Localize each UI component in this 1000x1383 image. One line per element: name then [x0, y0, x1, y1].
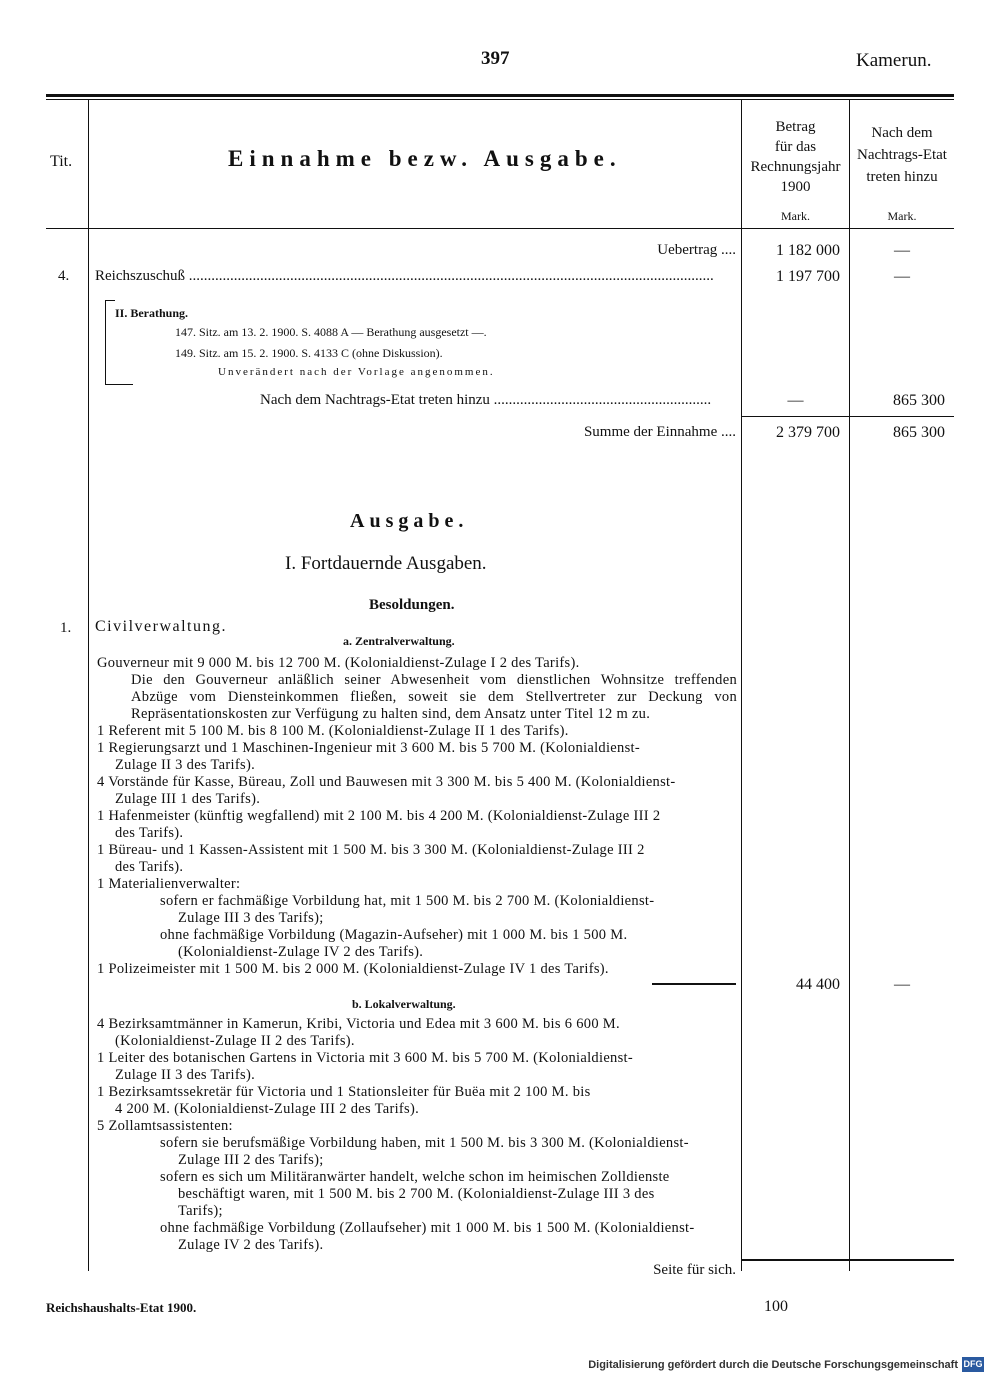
a-line-7: Zulage II 3 des Tarifs). [115, 757, 255, 773]
a-line-19: 1 Polizeimeister mit 1 500 M. bis 2 000 M. (Kolonialdienst-Zulage IV 1 des Tarifs). [97, 961, 609, 977]
nachtrag-line-1: Nach dem [871, 125, 933, 141]
row4-nachtrag: — [894, 268, 910, 285]
a-subtotal-rule [652, 983, 736, 985]
b-line-11: beschäftigt waren, mit 1 500 M. bis 2 700 M. (Kolonialdienst-Zulage III 3 des [178, 1186, 655, 1202]
column-header-nachtrag [850, 122, 954, 188]
credit-line: Digitalisierung gefördert durch die Deutsche Forschungsgemeinschaft [588, 1359, 958, 1371]
b-line-14: Zulage IV 2 des Tarifs). [178, 1237, 324, 1253]
a-line-8: 4 Vorstände für Kasse, Büreau, Zoll und Bauwesen mit 3 300 M. bis 5 400 M. (Kolonialdienst- [97, 774, 676, 790]
uebertrag-nachtrag: — [894, 242, 910, 259]
a-line-15: sofern er fachmäßige Vorbildung hat, mit 1 500 M. bis 2 700 M. (Kolonialdienst- [160, 893, 655, 909]
a-line-1: Gouverneur mit 9 000 M. bis 12 700 M. (Kolonialdienst-Zulage I 2 des Tarifs). [97, 655, 580, 671]
betrag-unit: Mark. [781, 209, 810, 223]
table-bottom-rule [741, 1259, 954, 1261]
beratung-bracket-bottom [105, 384, 133, 385]
a-line-10: 1 Hafenmeister (künftig wegfallend) mit 2 100 M. bis 4 200 M. (Kolonialdienst-Zulage III 2 [97, 808, 661, 824]
column-header-betrag [742, 117, 849, 197]
nachtrag-line-2: Nachtrags-Etat [857, 147, 947, 163]
nachtrag-row-label [260, 392, 736, 409]
nachtrag-row-text: Nach dem Nachtrags-Etat treten hinzu [260, 392, 490, 408]
a-line-2: Die den Gouverneur anläßlich seiner Abwesenheit vom dienstlichen Wohnsitze treffenden [131, 672, 737, 688]
uebertrag-label: Uebertrag .... [657, 242, 736, 258]
b-line-9: Zulage III 2 des Tarifs); [178, 1152, 324, 1168]
summe-value: 2 379 700 [776, 424, 840, 441]
beratung-bracket-vertical [105, 300, 106, 384]
a-line-16: Zulage III 3 des Tarifs); [178, 910, 324, 926]
a-line-17: ohne fachmäßige Vorbildung (Magazin-Aufseher) mit 1 000 M. bis 1 500 M. [160, 927, 628, 943]
column-header-tit: Tit. [50, 153, 73, 170]
b-line-6: 4 200 M. (Kolonialdienst-Zulage III 2 des Tarifs). [115, 1101, 420, 1117]
table-top-rule-2 [46, 99, 954, 100]
nachtrag-row-value: — [787, 392, 804, 409]
beratung-bracket-top [105, 300, 115, 301]
a-title: a. Zentralverwaltung. [343, 634, 455, 648]
column-header-main: Einnahme bezw. Ausgabe. [228, 146, 622, 171]
b-line-3: 1 Leiter des botanischen Gartens in Victoria mit 3 600 M. bis 5 700 M. (Kolonialdienst- [97, 1050, 633, 1066]
dfg-logo-icon: DFG [962, 1357, 984, 1372]
beratung-line-1: 147. Sitz. am 13. 2. 1900. S. 4088 A — Berathung ausgesetzt —. [175, 325, 487, 339]
a-line-5: 1 Referent mit 5 100 M. bis 8 100 M. (Kolonialdienst-Zulage II 1 des Tarifs). [97, 723, 569, 739]
footer-center: 100 [764, 1298, 788, 1315]
uebertrag-value: 1 182 000 [776, 242, 840, 259]
beratung-line-2: 149. Sitz. am 15. 2. 1900. S. 4133 C (ohne Diskussion). [175, 346, 443, 360]
section-title: Kamerun. [856, 50, 932, 71]
summe-nachtrag: 865 300 [893, 424, 945, 441]
a-line-9: Zulage III 1 des Tarifs). [115, 791, 261, 807]
a-line-14: 1 Materialienverwalter: [97, 876, 241, 892]
nachtrag-line-3: treten hinzu [866, 169, 938, 185]
a-line-13: des Tarifs). [115, 859, 184, 875]
summe-label: Summe der Einnahme .... [583, 424, 736, 440]
summe-rule [741, 416, 954, 417]
betrag-line-2: für das [774, 139, 817, 155]
row1-tit: 1. [60, 620, 72, 636]
footer-left: Reichshaushalts-Etat 1900. [46, 1300, 197, 1315]
row1-label: Civilverwaltung. [95, 618, 227, 635]
b-line-4: Zulage II 3 des Tarifs). [115, 1067, 255, 1083]
b-title: b. Lokalverwaltung. [352, 997, 456, 1011]
betrag-line-4: 1900 [780, 179, 811, 195]
b-line-8: sofern sie berufsmäßige Vorbildung haben, mit 1 500 M. bis 3 300 M. (Kolonialdienst- [160, 1135, 689, 1151]
row4-value: 1 197 700 [776, 268, 840, 285]
a-line-12: 1 Büreau- und 1 Kassen-Assistent mit 1 500 M. bis 3 300 M. (Kolonialdienst-Zulage III 2 [97, 842, 645, 858]
seite-label: Seite für sich. [653, 1262, 736, 1278]
a-nachtrag: — [894, 976, 910, 993]
a-line-4: Repräsentationskosten zur Verfügung zu halten sind, dem Ansatz unter Titel 12 m zu. [131, 706, 651, 722]
a-line-18: (Kolonialdienst-Zulage IV 2 des Tarifs). [178, 944, 424, 960]
b-line-1: 4 Bezirksamtmänner in Kamerun, Kribi, Victoria und Edea mit 3 600 M. bis 6 600 M. [97, 1016, 620, 1032]
expense-subtitle: I. Fortdauernde Ausgaben. [285, 553, 487, 574]
row4-label-text: Reichszuschuß [95, 268, 185, 284]
betrag-line-3: Rechnungsjahr [750, 159, 841, 175]
nachtrag-unit: Mark. [887, 209, 917, 223]
nachtrag-row-nachtrag: 865 300 [893, 392, 945, 409]
b-line-7: 5 Zollamtsassistenten: [97, 1118, 233, 1134]
header-bottom-rule [46, 228, 954, 229]
b-line-13: ohne fachmäßige Vorbildung (Zollaufseher) mit 1 000 M. bis 1 500 M. (Kolonialdienst- [160, 1220, 695, 1236]
page-number: 397 [481, 48, 510, 69]
column-divider-tit [88, 99, 89, 1271]
expense-title: Ausgabe. [350, 510, 469, 532]
expense-section: Besoldungen. [369, 597, 455, 613]
nachtrag-row-leader: .......................................................... [489, 392, 712, 408]
beratung-line-3: Unverändert nach der Vorlage angenommen. [218, 366, 495, 378]
a-line-6: 1 Regierungsarzt und 1 Maschinen-Ingenieur mit 3 600 M. bis 5 700 M. (Kolonialdienst- [97, 740, 640, 756]
b-line-12: Tarifs); [178, 1203, 223, 1219]
row4-label [95, 268, 736, 285]
b-line-10: sofern es sich um Militäranwärter handelt, welche schon im heimischen Zolldienste [160, 1169, 670, 1185]
table-top-rule [46, 94, 954, 97]
row4-tit: 4. [58, 268, 70, 284]
b-line-2: (Kolonialdienst-Zulage II 2 des Tarifs). [115, 1033, 355, 1049]
a-value: 44 400 [796, 976, 840, 993]
betrag-line-1: Betrag [775, 119, 816, 135]
a-line-3: Abzüge vom Diensteinkommen fließen, soweit sie dem Stellvertreter zur Deckung von [131, 689, 737, 705]
beratung-title: II. Berathung. [115, 306, 189, 320]
row4-leader: ............................................................................................................................................ [184, 268, 714, 284]
a-line-11: des Tarifs). [115, 825, 184, 841]
b-line-5: 1 Bezirksamtssekretär für Victoria und 1 Stationsleiter für Buëa mit 2 100 M. bis [97, 1084, 591, 1100]
